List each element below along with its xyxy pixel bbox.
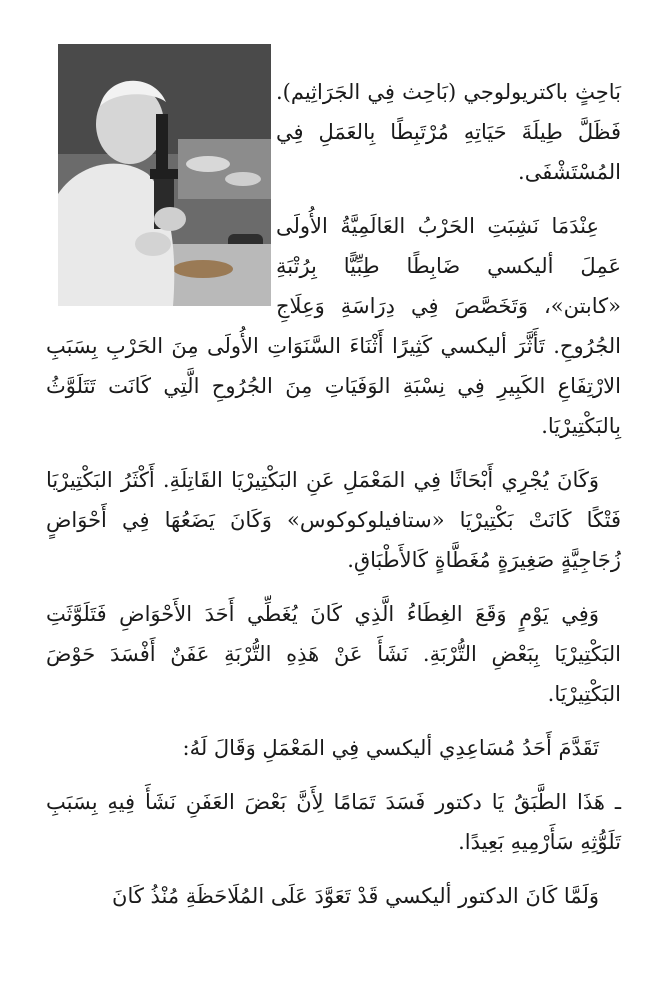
paragraph-2: عِنْدَمَا نَشِبَتِ الحَرْبُ العَالَمِيَّةُ الأُولَى عَمِلَ أليكسي ضَابِطًا طِبِّيًّا بِرُتْبَةِ «كابتن»، وَتَخَصَّصَ فِي دِرَاسَةِ وَعِلَاجِ الجُرُوحِ. تَأَثَّرَ أليكسي كَثِيرًا أَثْنَاءَ السَّنَوَاتِ الأُولَى مِنَ الحَرْبِ بِسَبَبِ الارْتِفَاعِ الكَبِيرِ فِي نِسْبَةِ الوَفَيَاتِ مِنَ الجُرُوحِ الَّتِي كَانَت تَتَلَوَّثُ بِالبَكْتِيرْيَا. xyxy=(46,214,621,438)
paragraph-1: بَاحِثٍ باكتريولوجي (بَاحِث فِي الجَرَاثِيم). فَظَلَّ طِيلَةَ حَيَاتِهِ مُرْتَبِطًا بِالعَمَلِ فِي المُسْتَشْفَى. xyxy=(276,80,621,184)
paragraph-5: تَقَدَّمَ أَحَدُ مُسَاعِدِي أليكسي فِي المَعْمَلِ وَقَالَ لَهُ: xyxy=(182,736,599,760)
paragraph-7: وَلَمَّا كَانَ الدكتور أليكسي قَدْ تَعَوَّدَ عَلَى المُلَاحَظَةِ مُنْذُ كَانَ xyxy=(112,884,599,908)
photo-wrap-spacer xyxy=(46,72,276,322)
paragraph-6: ـ هَذَا الطَّبَقُ يَا دكتور فَسَدَ تَمَامًا لِأَنَّ بَعْضَ العَفَنِ نَشَأَ فِيهِ بِسَبَبِ تَلَوُّثِهِ سَأَرْمِيهِ بَعِيدًا. xyxy=(46,790,621,854)
article-text xyxy=(46,72,621,930)
paragraph-4: وَفِي يَوْمٍ وَقَعَ الغِطَاءُ الَّذِي كَانَ يُغَطِّي أَحَدَ الأَحْوَاضِ فَتَلَوَّثَتِ البَكْتِيرْيَا بِبَعْضِ التُّرْبَةِ. نَشَأَ عَنْ هَذِهِ التُّرْبَةِ عَفَنٌ أَفْسَدَ حَوْضَ البَكْتِيرْيَا. xyxy=(46,602,621,706)
paragraph-3: وَكَانَ يُجْرِي أَبْحَاثًا فِي المَعْمَلِ عَنِ البَكْتِيرْيَا القَاتِلَةِ. أَكْثَرُ البَكْتِيرْيَا فَتْكًا كَانَتْ بَكْتِيرْيَا «ستافيلوكوكوس» وَكَانَ يَضَعُهَا فِي أَحْوَاضٍ زُجَاجِيَّةٍ صَغِيرَةٍ مُغَطَّاةٍ كَالأَطْبَاقِ. xyxy=(46,468,621,572)
